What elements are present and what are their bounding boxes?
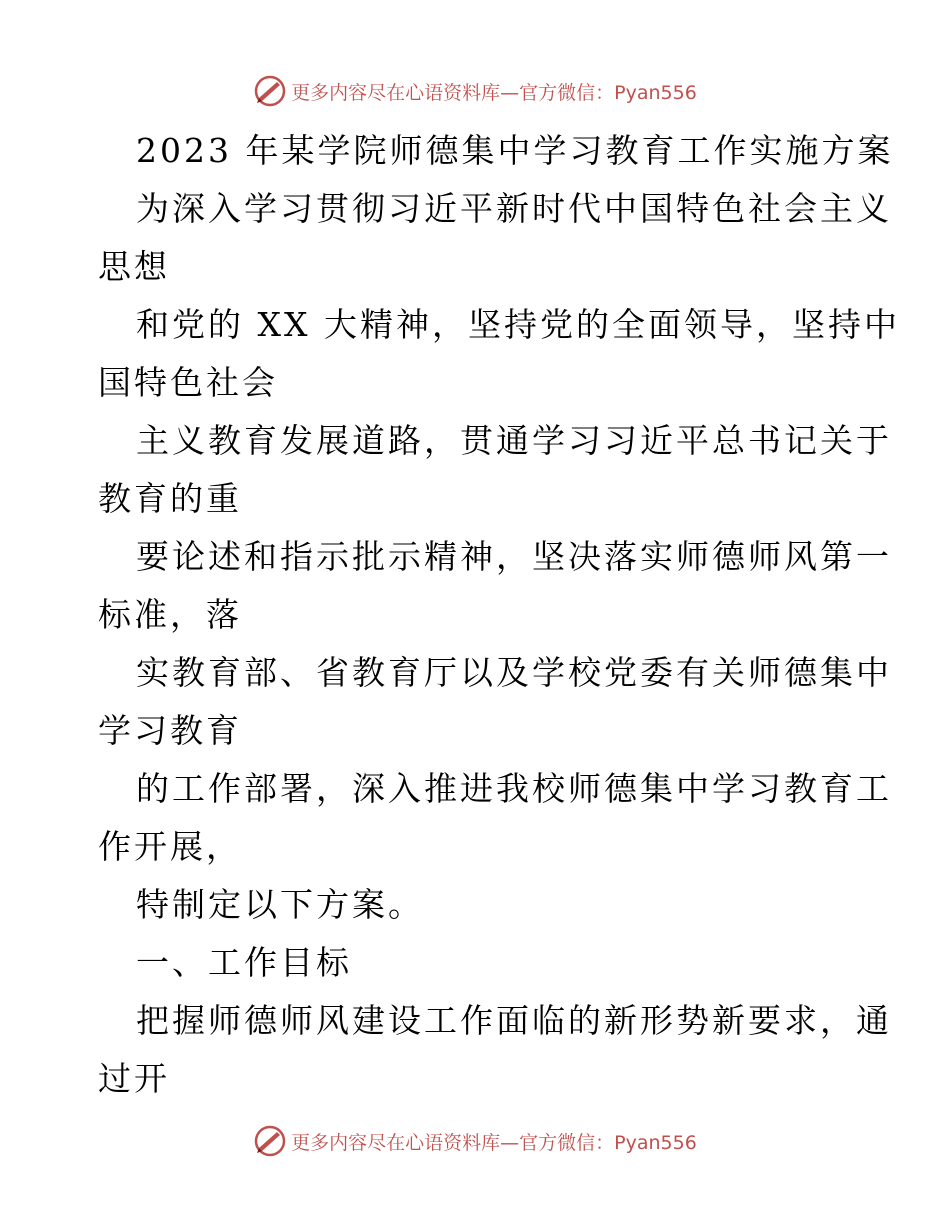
doc-line: 为深入学习贯彻习近平新时代中国特色社会主义 bbox=[136, 189, 892, 228]
doc-line: 作开展， bbox=[98, 827, 242, 866]
pen-logo-icon bbox=[253, 1124, 287, 1158]
watermark-text: 更多内容尽在心语资料库—官方微信：Pyan556 bbox=[291, 81, 697, 104]
doc-line: 特制定以下方案。 bbox=[136, 885, 424, 924]
doc-line: 教育的重 bbox=[98, 479, 242, 518]
header-watermark bbox=[0, 71, 950, 111]
document-body bbox=[98, 122, 900, 1108]
doc-line: 把握师德师风建设工作面临的新形势新要求，通 bbox=[136, 1001, 892, 1040]
doc-line: 过开 bbox=[98, 1059, 170, 1098]
doc-title: 2023 年某学院师德集中学习教育工作实施方案 bbox=[136, 131, 894, 170]
doc-line: 国特色社会 bbox=[98, 363, 278, 402]
doc-line: 思想 bbox=[98, 247, 170, 286]
doc-line: 和党的 XX 大精神，坚持党的全面领导，坚持中 bbox=[136, 305, 900, 344]
section-heading: 一、工作目标 bbox=[136, 943, 352, 982]
footer-watermark bbox=[0, 1121, 950, 1161]
doc-line: 的工作部署，深入推进我校师德集中学习教育工 bbox=[136, 769, 892, 808]
pen-logo-icon bbox=[253, 74, 287, 108]
doc-line: 主义教育发展道路，贯通学习习近平总书记关于 bbox=[136, 421, 892, 460]
doc-line: 要论述和指示批示精神，坚决落实师德师风第一 bbox=[136, 537, 892, 576]
watermark-text: 更多内容尽在心语资料库—官方微信：Pyan556 bbox=[291, 1131, 697, 1154]
doc-line: 实教育部、省教育厅以及学校党委有关师德集中 bbox=[136, 653, 892, 692]
doc-line: 学习教育 bbox=[98, 711, 242, 750]
doc-line: 标准，落 bbox=[98, 595, 242, 634]
